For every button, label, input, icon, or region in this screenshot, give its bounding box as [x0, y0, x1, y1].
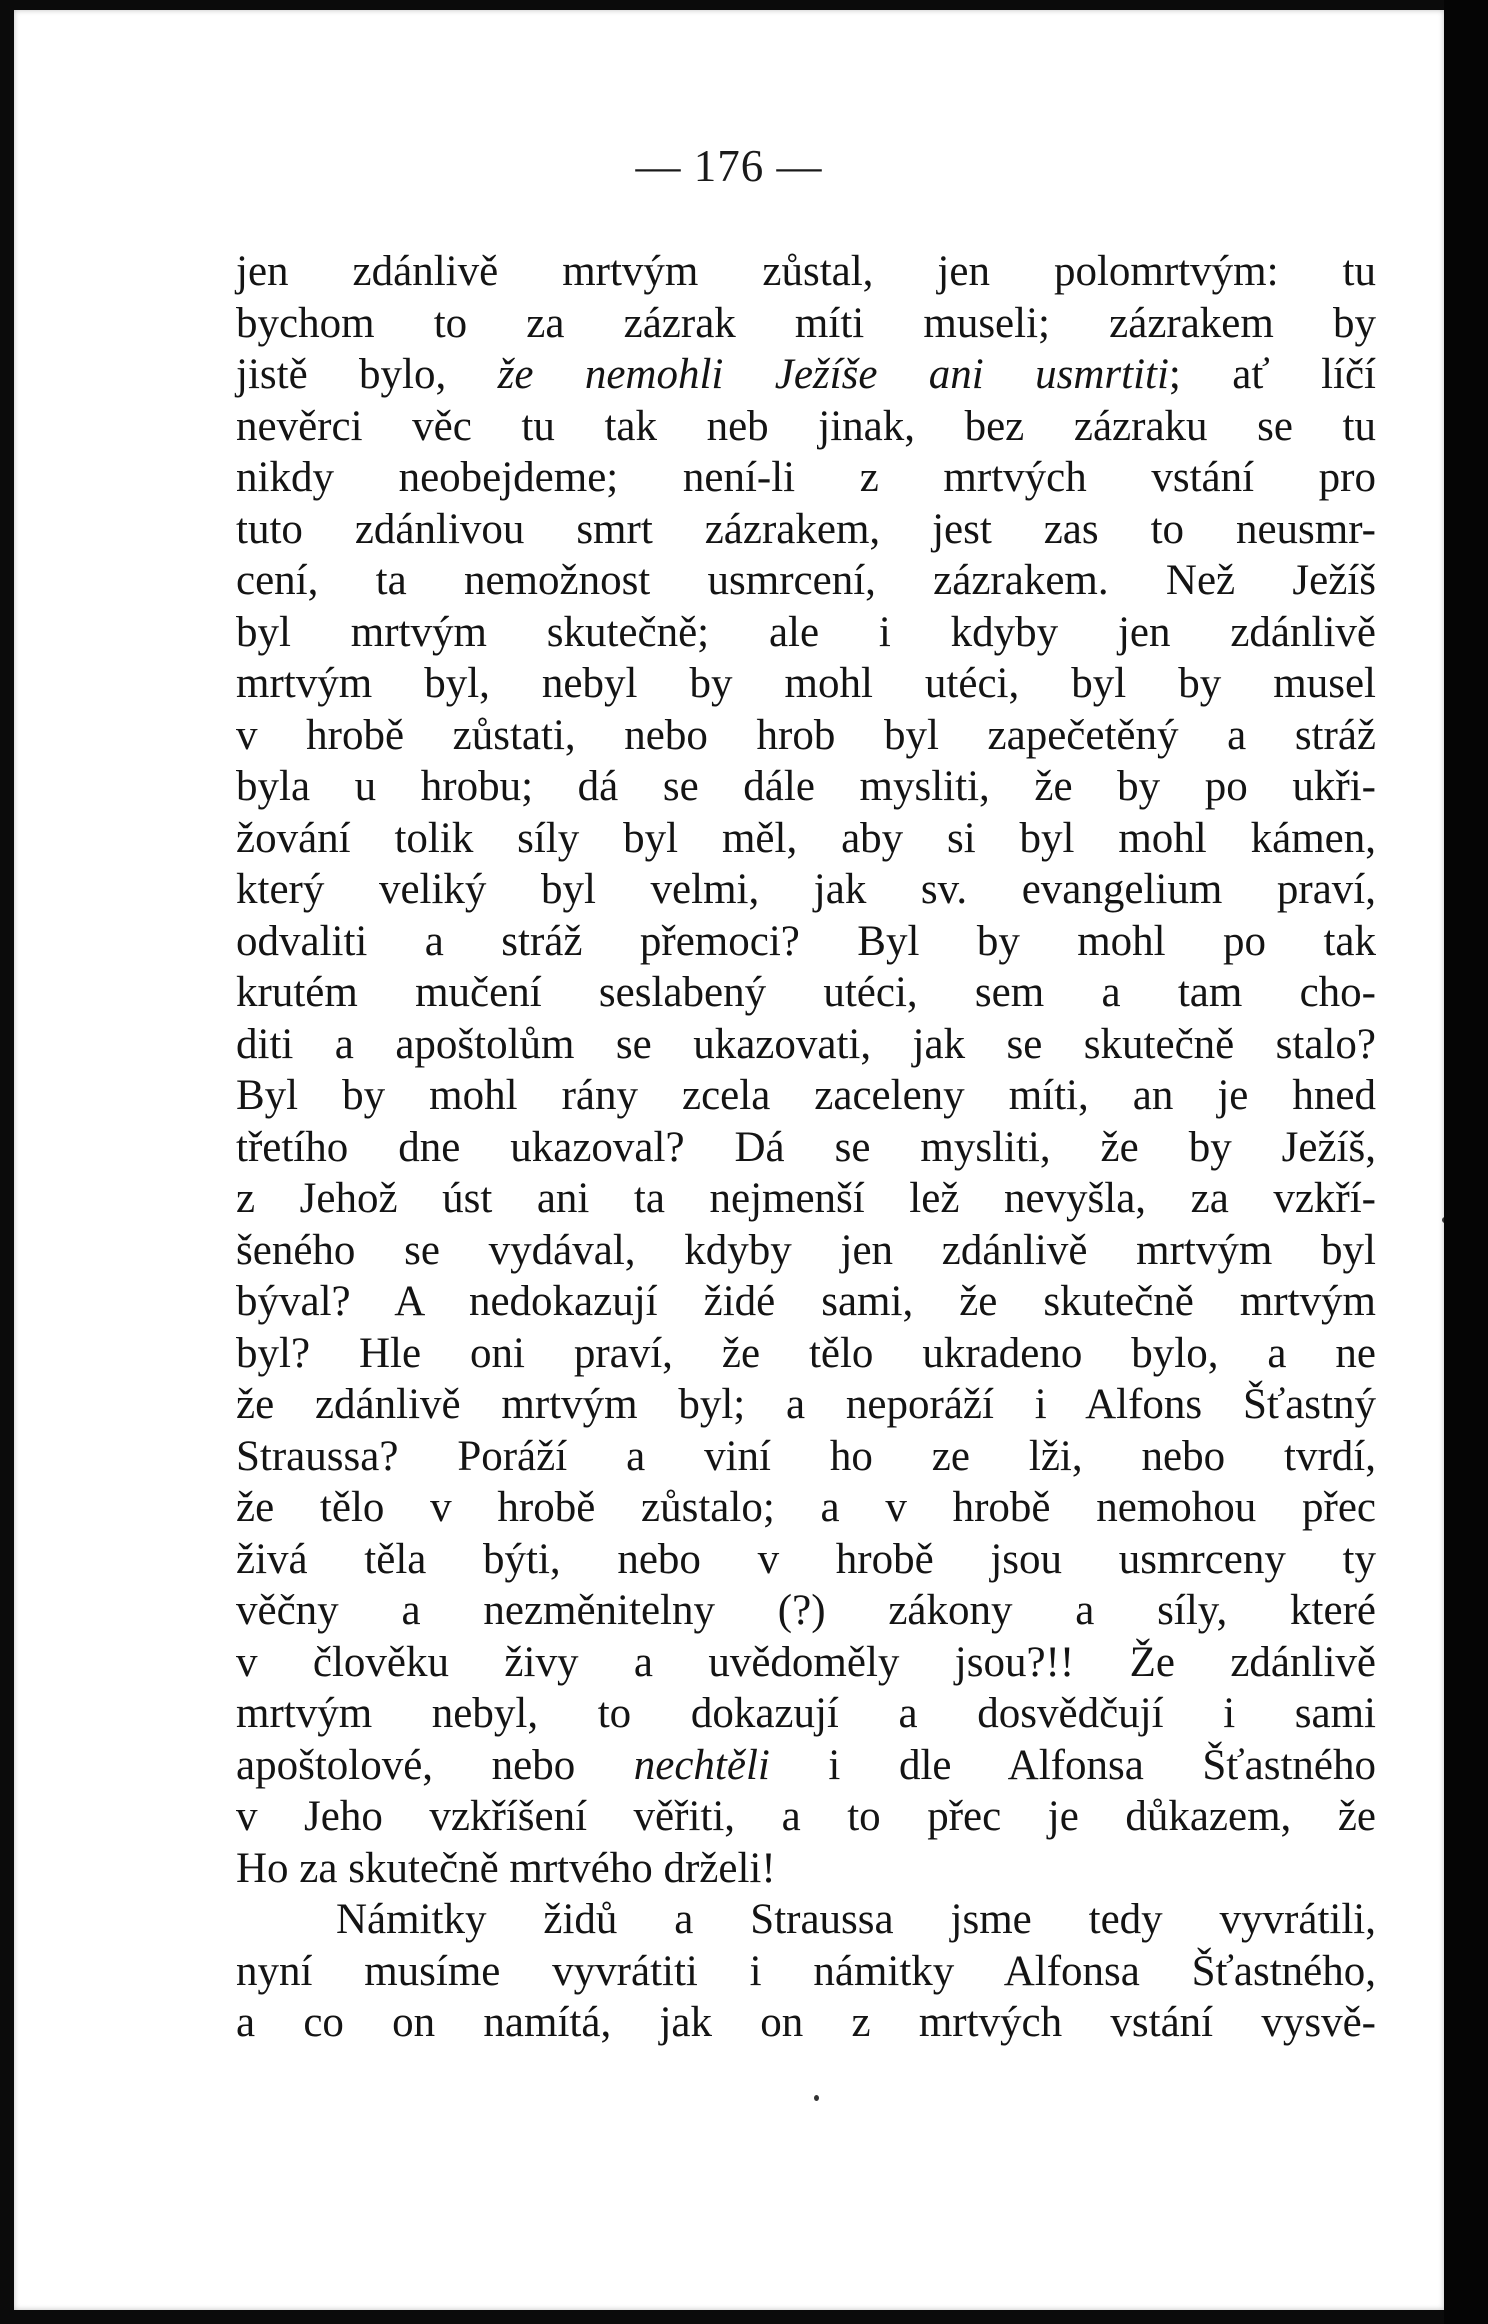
text-run: tuto zdánlivou smrt zázrakem, jest zas to neusmr- [236, 505, 1376, 553]
text-run: Ho za skutečně mrtvého drželi! [236, 1844, 776, 1892]
text-run: a co on namítá, jak on z mrtvých vstání vysvě- [236, 1999, 1376, 2046]
text-line [236, 1688, 1376, 1740]
scan-border [1444, 0, 1488, 2324]
text-line [236, 813, 1376, 865]
text-run: živá těla býti, nebo v hrobě jsou usmrceny ty [236, 1535, 1376, 1583]
text-run: byl? Hle oni praví, že tělo ukradeno bylo, a ne [236, 1329, 1376, 1377]
text-run: Námitky židů a Straussa jsme tedy vyvrátili, [336, 1896, 1376, 1943]
text-line [236, 1276, 1376, 1328]
text-line [236, 1791, 1376, 1843]
text-run: který veliký byl velmi, jak sv. evangelium praví, [236, 866, 1376, 913]
text-line [236, 658, 1376, 710]
text-line [236, 298, 1376, 350]
text-run: bychom to za zázrak míti museli; zázrakem by [236, 299, 1376, 347]
text-run: v Jeho vzkříšení věřiti, a to přec je důkazem, že [236, 1793, 1376, 1840]
text-run: jistě bylo, [236, 351, 498, 398]
text-run: odvaliti a stráž přemoci? Byl by mohl po tak [236, 917, 1376, 965]
text-run: mrtvým nebyl, to dokazují a dosvědčují i sami [236, 1690, 1376, 1737]
text-run: byl mrtvým skutečně; ale i kdyby jen zdánlivě [236, 608, 1376, 656]
text-line [236, 710, 1376, 762]
text-run: třetího dne ukazoval? Dá se mysliti, že by Ježíš, [236, 1123, 1376, 1171]
text-line [236, 452, 1376, 504]
text-line [236, 1637, 1376, 1689]
text-run: krutém mučení seslabený utéci, sem a tam cho- [236, 969, 1376, 1016]
text-line [236, 1997, 1376, 2049]
text-line [236, 1122, 1376, 1174]
text-line [236, 1843, 1376, 1895]
book-page [14, 10, 1444, 2310]
text-run: nyní musíme vyvrátiti i námitky Alfonsa Šťastného, [236, 1947, 1376, 1995]
text-line [236, 1946, 1376, 1998]
text-run: diti a apoštolům se ukazovati, jak se skutečně stalo? [236, 1020, 1376, 1068]
text-run: v člověku živy a uvědoměly jsou?!! Že zdánlivě [236, 1638, 1376, 1686]
text-line [236, 864, 1376, 916]
text-run: býval? A nedokazují židé sami, že skutečně mrtvým [236, 1278, 1376, 1325]
text-run: byla u hrobu; dá se dále mysliti, že by po ukři- [236, 763, 1376, 810]
text-run: jen zdánlivě mrtvým zůstal, jen polomrtvým: tu [236, 248, 1376, 295]
text-line [236, 349, 1376, 401]
text-line [236, 916, 1376, 968]
text-run: žování tolik síly byl měl, aby si byl mohl kámen, [236, 814, 1376, 862]
text-line [236, 1379, 1376, 1431]
text-line [236, 401, 1376, 453]
text-line [236, 1328, 1376, 1380]
text-run: v hrobě zůstati, nebo hrob byl zapečetěný a stráž [236, 711, 1376, 759]
text-line [236, 1019, 1376, 1071]
text-run: věčny a nezměnitelny (?) zákony a síly, které [236, 1587, 1376, 1634]
text-run: Byl by mohl rány zcela zaceleny míti, an je hned [236, 1072, 1376, 1119]
text-line [236, 1482, 1376, 1534]
text-line [236, 1225, 1376, 1277]
text-line [236, 1431, 1376, 1483]
page-number: — 176 — [635, 141, 823, 191]
text-run: mrtvým byl, nebyl by mohl utéci, byl by musel [236, 660, 1376, 707]
text-line [236, 555, 1376, 607]
text-line [236, 1585, 1376, 1637]
text-line [236, 1894, 1376, 1946]
text-run: cení, ta nemožnost usmrcení, zázrakem. Než Ježíš [236, 557, 1376, 604]
emphasis-text: že nemohli Ježíše ani usmrtiti [497, 351, 1169, 398]
text-line [236, 246, 1376, 298]
text-line [236, 1173, 1376, 1225]
text-run: Straussa? Poráží a viní ho ze lži, nebo tvrdí, [236, 1432, 1376, 1480]
text-run: apoštolové, nebo [236, 1741, 634, 1789]
stray-mark [814, 2095, 819, 2101]
text-line [236, 967, 1376, 1019]
text-run: ; ať líčí [1168, 351, 1377, 398]
text-line [236, 761, 1376, 813]
text-line [236, 504, 1376, 556]
text-run: že tělo v hrobě zůstalo; a v hrobě nemohou přec [236, 1484, 1376, 1531]
text-run: že zdánlivě mrtvým byl; a neporáží i Alfons Šťastný [236, 1381, 1376, 1428]
text-line [236, 1070, 1376, 1122]
text-line [236, 1534, 1376, 1586]
text-run: i dle Alfonsa Šťastného [769, 1741, 1376, 1789]
emphasis-text: nechtěli [633, 1741, 770, 1789]
body-text [236, 246, 1376, 2049]
text-line [236, 607, 1376, 659]
text-run: nevěrci věc tu tak neb jinak, bez zázraku se tu [236, 402, 1376, 450]
text-line [236, 1740, 1376, 1792]
text-run: nikdy neobejdeme; není-li z mrtvých vstání pro [236, 454, 1376, 501]
text-run: šeného se vydával, kdyby jen zdánlivě mrtvým byl [236, 1226, 1376, 1274]
text-run: z Jehož úst ani ta nejmenší lež nevyšla, za vzkří- [236, 1175, 1376, 1222]
